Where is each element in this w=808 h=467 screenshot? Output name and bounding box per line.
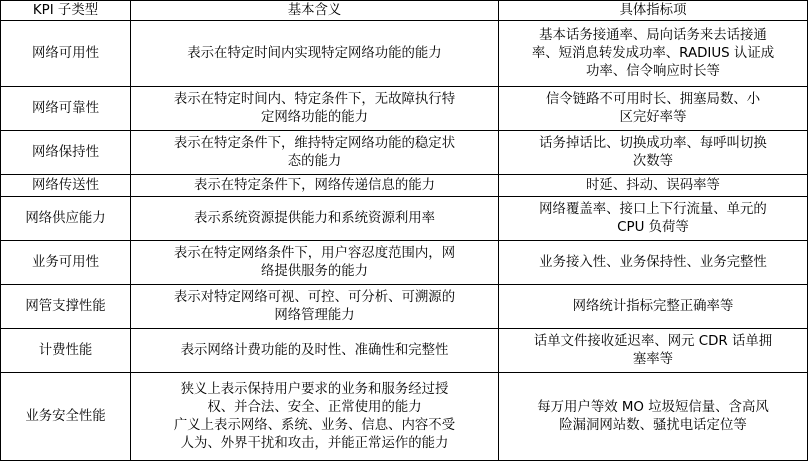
table-row (1, 131, 808, 175)
meaning-line: 权、并合法、安全、正常使用的能力 (207, 399, 422, 415)
meaning-cell (131, 241, 499, 285)
indicator-line: 信令链路不可用时长、拥塞局数、小 (545, 91, 761, 107)
indicator-line: 塞率等 (632, 351, 674, 367)
indicator-line: 基本话务接通率、局向话务来去话接通 (539, 27, 767, 43)
indicators-cell (499, 329, 808, 373)
meaning-cell (131, 87, 499, 131)
table-row (1, 87, 808, 131)
table-row (1, 175, 808, 197)
indicator-line: 话务掉话比、切换成功率、每呼叫切换 (539, 135, 767, 151)
indicator-line: 功率、信令响应时长等 (586, 63, 720, 79)
meaning-line: 表示在特定网络条件下，用户容忍度范围内，网 (173, 245, 456, 261)
kpi-type-cell: 网络传送性 (1, 175, 131, 197)
table-row (1, 21, 808, 87)
kpi-type-cell: 网络保持性 (1, 131, 131, 175)
meaning-line: 表示在特定时间内实现特定网络功能的能力 (187, 45, 442, 61)
indicator-line: 业务接入性、业务保持性、业务完整性 (539, 254, 767, 270)
meaning-cell (131, 175, 499, 197)
table-row (1, 197, 808, 241)
table-row (1, 285, 808, 329)
meaning-line: 狭义上表示保持用户要求的业务和服务经过授 (180, 381, 449, 397)
kpi-type-cell: 计费性能 (1, 329, 131, 373)
kpi-type-cell: 网络可用性 (1, 21, 131, 87)
meaning-cell (131, 21, 499, 87)
table-row (1, 241, 808, 285)
kpi-type-cell: 网管支撑性能 (1, 285, 131, 329)
header-specific-indicators: 具体指标项 (499, 1, 808, 21)
indicator-line: 网络覆盖率、接口上下行流量、单元的 (539, 201, 767, 217)
indicators-cell (499, 197, 808, 241)
indicators-cell (499, 241, 808, 285)
kpi-type-cell: 业务可用性 (1, 241, 131, 285)
indicators-cell (499, 285, 808, 329)
indicator-line: 险漏洞网站数、骚扰电话定位等 (559, 417, 747, 433)
table-row (1, 329, 808, 373)
meaning-cell (131, 285, 499, 329)
indicator-line: 网络统计指标完整正确率等 (572, 298, 734, 314)
indicators-cell (499, 175, 808, 197)
indicator-line: 率、短消息转发成功率、RADIUS 认证成 (531, 45, 775, 61)
meaning-line: 表示在特定条件下，维持特定网络功能的稳定状 (173, 135, 456, 151)
indicators-cell (499, 87, 808, 131)
meaning-cell (131, 329, 499, 373)
header-basic-meaning: 基本含义 (131, 1, 499, 21)
meaning-line: 广义上表示网络、系统、业务、信息、内容不受 (173, 417, 456, 433)
meaning-line: 态的能力 (287, 153, 342, 169)
meaning-line: 定网络功能的能力 (260, 109, 369, 125)
table-row (1, 373, 808, 461)
indicator-line: CPU 负荷等 (617, 219, 689, 235)
meaning-line: 网络管理能力 (274, 307, 355, 323)
indicators-cell (499, 131, 808, 175)
meaning-line: 表示在特定时间内、特定条件下，无故障执行特 (173, 91, 456, 107)
header-kpi-subtype: KPI 子类型 (1, 1, 131, 21)
meaning-line: 表示在特定条件下，网络传递信息的能力 (193, 177, 436, 193)
kpi-type-cell: 网络供应能力 (1, 197, 131, 241)
indicator-line: 次数等 (632, 153, 674, 169)
kpi-type-cell: 网络可靠性 (1, 87, 131, 131)
meaning-cell (131, 131, 499, 175)
indicator-line: 区完好率等 (619, 109, 687, 125)
meaning-line: 络提供服务的能力 (260, 263, 369, 279)
indicators-cell (499, 373, 808, 461)
indicators-cell (499, 21, 808, 87)
meaning-line: 表示对特定网络可视、可控、可分析、可溯源的 (173, 289, 456, 305)
meaning-cell (131, 197, 499, 241)
meaning-line: 表示网络计费功能的及时性、准确性和完整性 (180, 342, 449, 358)
indicator-line: 每万用户等效 MO 垃圾短信量、含高风 (537, 399, 769, 415)
indicator-line: 时延、抖动、误码率等 (586, 177, 720, 193)
meaning-line: 表示系统资源提供能力和系统资源利用率 (193, 210, 436, 226)
table-header-row (1, 1, 808, 21)
indicator-line: 话单文件接收延迟率、网元 CDR 话单拥 (533, 333, 773, 349)
kpi-type-cell: 业务安全性能 (1, 373, 131, 461)
meaning-cell (131, 373, 499, 461)
meaning-line: 人为、外界干扰和攻击，并能正常运作的能力 (180, 435, 449, 451)
